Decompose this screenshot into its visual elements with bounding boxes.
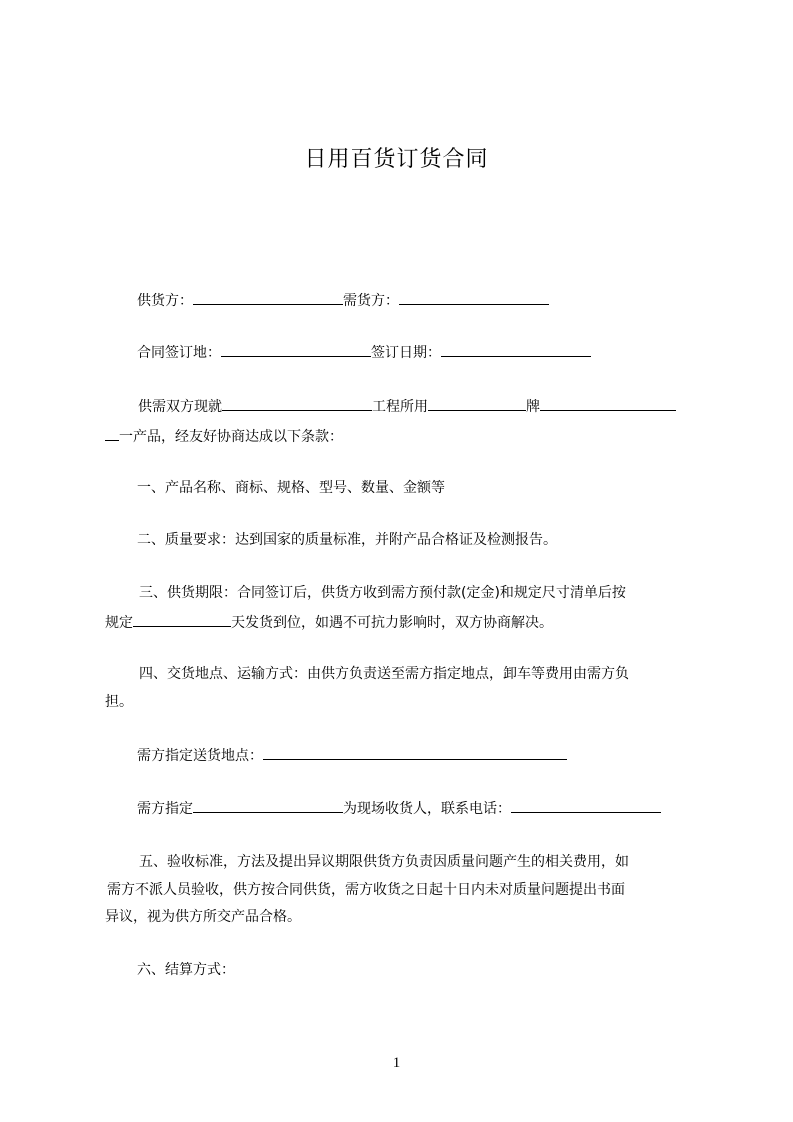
product-blank (540, 396, 676, 411)
clause-5-line-3: 异议，视为供方所交产品合格。 (105, 909, 301, 925)
phone-blank (511, 798, 661, 813)
product-blank-cont (105, 426, 119, 441)
intro-line-1 (138, 396, 676, 417)
intro-text-4: 一产品，经友好协商达成以下条款： (119, 429, 343, 445)
delivery-place-label: 需方指定送货地点： (137, 748, 263, 764)
brand-blank (428, 396, 526, 411)
clause-4-line-2: 担。 (105, 694, 133, 710)
intro-text-2: 工程所用 (372, 399, 428, 415)
receiver-line (137, 798, 661, 819)
buyer-blank (399, 290, 549, 305)
delivery-days-blank (133, 612, 231, 627)
sign-date-label: 签订日期： (371, 345, 441, 361)
receiver-blank (193, 798, 343, 813)
supplier-blank (193, 290, 343, 305)
document-title: 日用百货订货合同 (304, 147, 489, 172)
clause-5-line-1: 五、验收标准，方法及提出异议期限供货方负责因质量问题产生的相关费用，如 (139, 854, 629, 870)
clause-1: 一、产品名称、商标、规格、型号、数量、金额等 (137, 480, 445, 496)
clause-3-text-b: 天发货到位，如遇不可抗力影响时，双方协商解决。 (231, 615, 553, 631)
delivery-place-line (137, 745, 567, 766)
supplier-label: 供货方： (137, 293, 193, 309)
clause-4-line-1: 四、交货地点、运输方式：由供方负责送至需方指定地点，卸车等费用由需方负 (139, 666, 629, 682)
clause-2: 二、质量要求：达到国家的质量标准，并附产品合格证及检测报告。 (137, 532, 557, 548)
clause-3-line-1: 三、供货期限：合同签订后，供货方收到需方预付款(定金)和规定尺寸清单后按 (139, 585, 626, 601)
page-number: 1 (392, 1055, 401, 1071)
buyer-label: 需货方： (343, 293, 399, 309)
intro-text-1: 供需双方现就 (138, 399, 222, 415)
clause-6: 六、结算方式： (137, 962, 235, 978)
clause-5-line-2: 需方不派人员验收，供方按合同供货，需方收货之日起十日内未对质量问题提出书面 (107, 882, 625, 898)
project-blank (222, 396, 372, 411)
parties-line (137, 290, 549, 311)
sign-date-blank (441, 342, 591, 357)
intro-text-3: 牌 (526, 399, 540, 415)
contract-place-line (137, 342, 591, 363)
intro-line-2 (105, 426, 343, 447)
delivery-place-blank (263, 745, 567, 760)
clause-3-line-2 (105, 612, 553, 633)
contract-place-blank (221, 342, 371, 357)
receiver-text-1: 需方指定 (137, 801, 193, 817)
contract-place-label: 合同签订地： (137, 345, 221, 361)
clause-3-text-a: 规定 (105, 615, 133, 631)
receiver-text-2: 为现场收货人，联系电话： (343, 801, 511, 817)
